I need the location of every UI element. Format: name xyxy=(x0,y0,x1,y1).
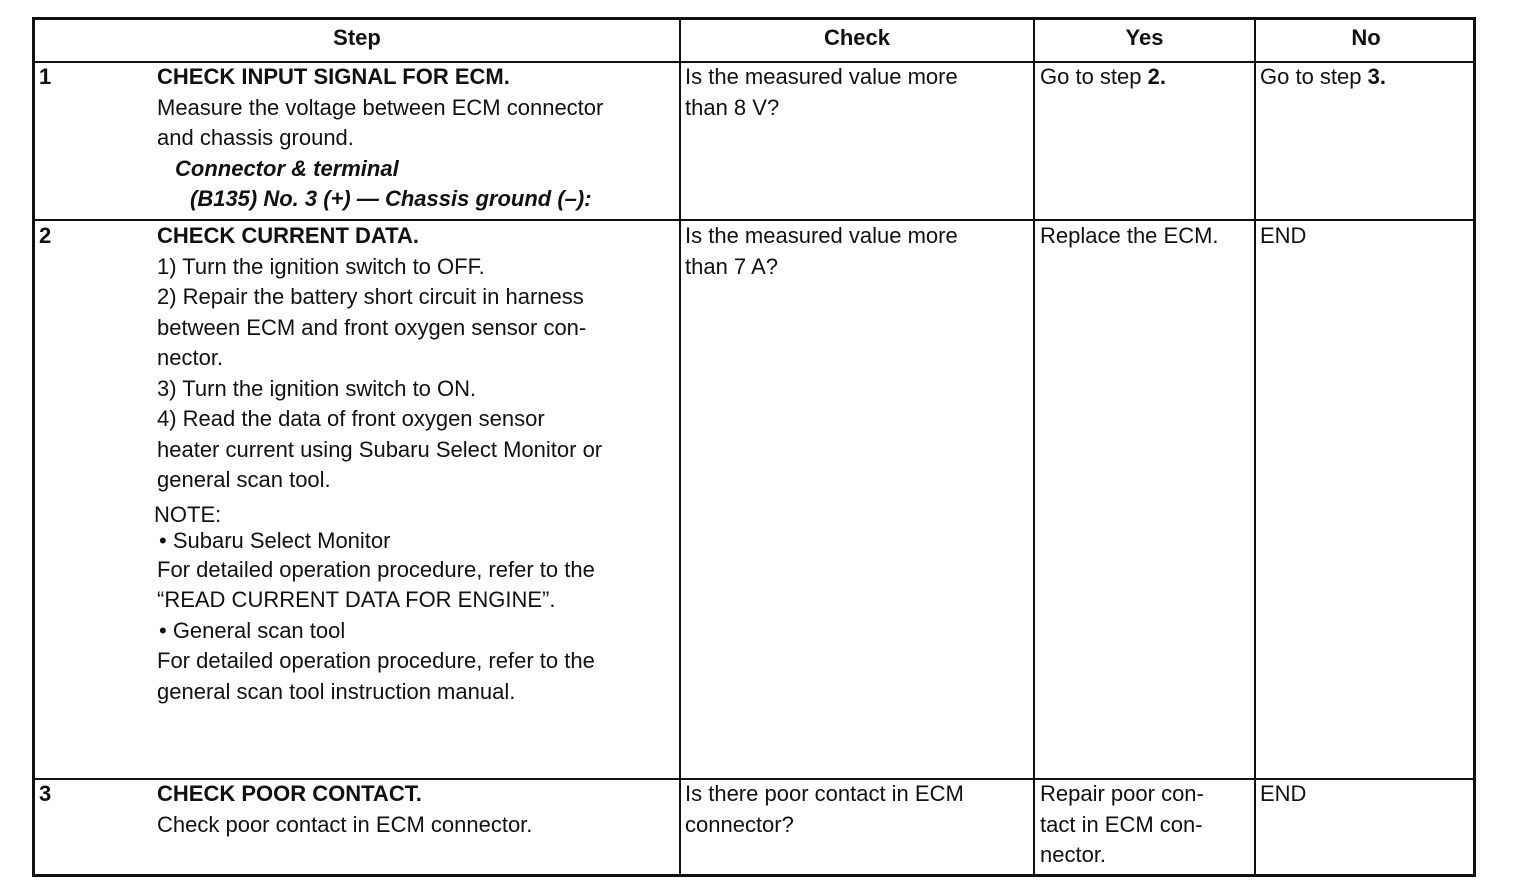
header-step: Step xyxy=(333,25,381,50)
no-action: END xyxy=(1260,223,1307,248)
header-no: No xyxy=(1351,25,1381,50)
step-line: heater current using Subaru Select Monitor or xyxy=(157,436,603,462)
step-line: between ECM and front oxygen sensor con- xyxy=(157,314,587,340)
yes-line: Repair poor con- xyxy=(1040,781,1204,806)
check-text xyxy=(685,62,1030,123)
step-number: 2 xyxy=(39,223,52,248)
note-label: NOTE: xyxy=(154,501,222,527)
yes-action xyxy=(1040,62,1252,93)
note-line: For detailed operation procedure, refer to the xyxy=(157,648,595,673)
step-number: 1 xyxy=(39,64,52,89)
step-text xyxy=(154,221,677,707)
check-line: Is the measured value more xyxy=(685,64,958,89)
diagnostic-table xyxy=(32,17,1476,877)
note-line: For detailed operation procedure, refer to the xyxy=(157,556,595,582)
step-line: 4) Read the data of front oxygen sensor xyxy=(157,406,545,431)
step-line: 2) Repair the battery short circuit in harness xyxy=(157,284,584,309)
note-bullet: • General scan tool xyxy=(159,617,346,643)
step-title: CHECK CURRENT DATA. xyxy=(157,223,419,248)
step-text xyxy=(157,779,677,840)
header-check: Check xyxy=(823,25,891,50)
note-bullet: • Subaru Select Monitor xyxy=(159,527,391,553)
yes-step-link[interactable]: 2. xyxy=(1147,64,1166,89)
check-text xyxy=(685,779,1030,840)
step-line: 1) Turn the ignition switch to OFF. xyxy=(157,253,485,279)
step-line: nector. xyxy=(157,345,224,370)
column-divider xyxy=(679,20,681,874)
note-line: general scan tool instruction manual. xyxy=(157,678,516,704)
step-line: 3) Turn the ignition switch to ON. xyxy=(157,375,477,401)
yes-action: Replace the ECM. xyxy=(1040,223,1219,248)
step-number: 3 xyxy=(39,781,52,806)
column-divider xyxy=(1033,20,1035,874)
step-line: Check poor contact in ECM connector. xyxy=(157,811,533,837)
note-line: “READ CURRENT DATA FOR ENGINE”. xyxy=(157,587,556,612)
check-line: connector? xyxy=(685,811,794,837)
connector-heading: Connector & terminal xyxy=(175,155,399,181)
no-text: Go to step xyxy=(1260,64,1368,89)
step-title: CHECK POOR CONTACT. xyxy=(157,781,422,806)
no-step-link[interactable]: 3. xyxy=(1367,64,1386,89)
step-line: Measure the voltage between ECM connector xyxy=(157,94,604,120)
step-line: and chassis ground. xyxy=(157,125,354,150)
no-action: END xyxy=(1260,781,1307,806)
check-line: Is there poor contact in ECM xyxy=(685,781,964,806)
no-action xyxy=(1260,62,1472,93)
check-line: than 7 A? xyxy=(685,253,778,279)
yes-line: nector. xyxy=(1040,842,1107,867)
step-text xyxy=(157,62,677,215)
check-line: than 8 V? xyxy=(685,94,780,120)
yes-text: Go to step xyxy=(1040,64,1148,89)
yes-line: tact in ECM con- xyxy=(1040,811,1203,837)
step-line: general scan tool. xyxy=(157,467,331,492)
check-text xyxy=(685,221,1030,282)
step-title: CHECK INPUT SIGNAL FOR ECM. xyxy=(157,64,510,89)
header-yes: Yes xyxy=(1125,25,1164,50)
yes-action xyxy=(1040,779,1252,871)
connector-terminal: (B135) No. 3 (+) — Chassis ground (–): xyxy=(190,186,592,211)
check-line: Is the measured value more xyxy=(685,223,958,248)
column-divider xyxy=(1254,20,1256,874)
